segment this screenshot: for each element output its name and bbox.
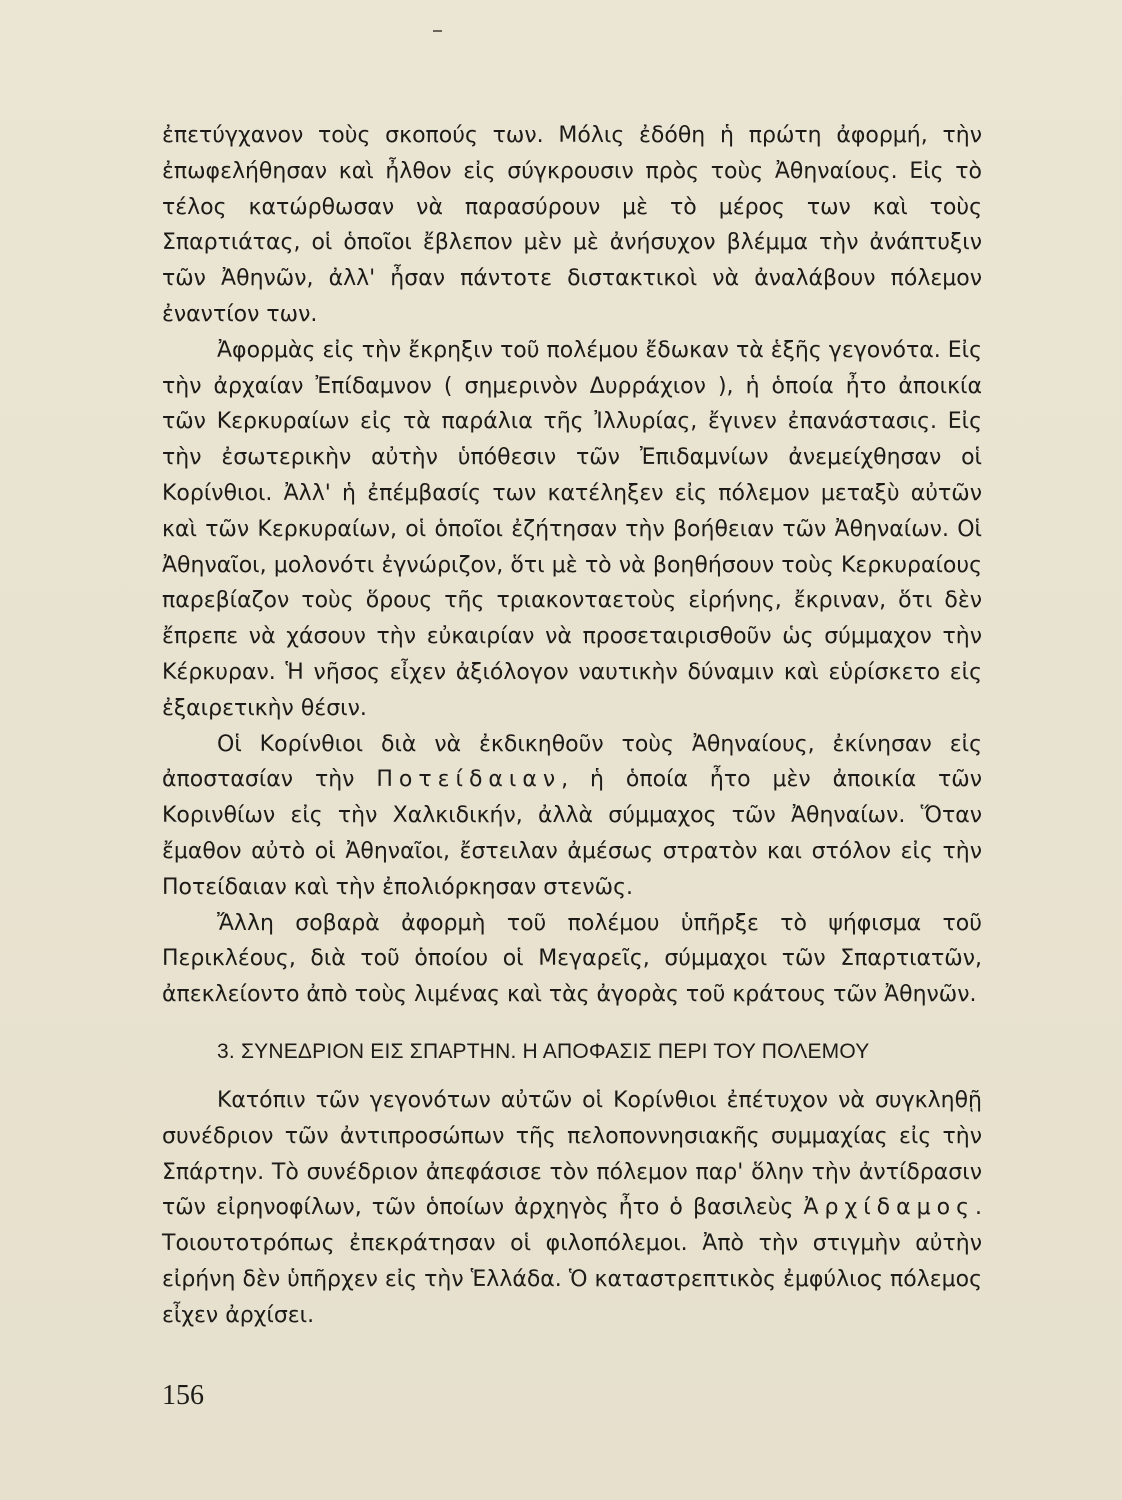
paragraph-1: ἐπετύγχανον τοὺς σκοπούς των. Μόλις ἐδόθη ἡ πρώτη ἀφορμή, τὴν ἐπωφελήθησαν καὶ ἦλθον εἰς σύγκρουσιν πρὸς τοὺς Ἀθηναίους. Εἰς τὸ τέλος κατώρθωσαν νὰ παρασύρουν μὲ τὸ μέρος των καὶ τοὺς Σπαρτιάτας, οἱ ὁποῖοι ἔβλεπον μὲν μὲ ἀνήσυχον βλέμμα τὴν ἀνάπτυξιν τῶν Ἀθηνῶν, ἀλλ' ἦσαν πάντοτε διστακτικοὶ νὰ ἀναλάβουν πόλεμον ἐναντίον των. [162,123,982,327]
print-mark [433,30,442,32]
page-body [162,118,982,1334]
paragraph-3 [162,727,982,906]
paragraph-3-end: , ἡ ὁποία ἦτο μὲν ἀποικία τῶν Κορινθίων εἰς τὴν Χαλκιδικήν, ἀλλὰ σύμμαχος τῶν Ἀθηναίων. Ὅταν ἔμαθον αὐτὸ οἱ Ἀθηναῖοι, ἔστειλαν ἀμέσως στρατὸν και στόλον εἰς τὴν Ποτείδαιαν καὶ τὴν ἐπολιόρκησαν στενῶς. [162,767,982,900]
paragraph-2: Ἀφορμὰς εἰς τὴν ἔκρηξιν τοῦ πολέμου ἔδωκαν τὰ ἑξῆς γεγονότα. Εἰς τὴν ἀρχαίαν Ἐπίδαμνον ( σημερινὸν Δυρράχιον ), ἡ ὁποία ἦτο ἀποικία τῶν Κερκυραίων εἰς τὰ παράλια τῆς Ἰλλυρίας, ἔγινεν ἐπανάστασις. Εἰς τὴν ἐσωτερικὴν αὐτὴν ὑπόθεσιν τῶν Ἐπιδαμνίων ἀνεμείχθησαν οἱ Κορίνθιοι. Ἀλλ' ἡ ἐπέμβασίς των κατέληξεν εἰς πόλεμον μεταξὺ αὐτῶν καὶ τῶν Κερκυραίων, οἱ ὁποῖοι ἐζήτησαν τὴν βοήθειαν τῶν Ἀθηναίων. Οἱ Ἀθηναῖοι, μολονότι ἐγνώριζον, ὅτι μὲ τὸ νὰ βοηθήσουν τοὺς Κερκυραίους παρεβίαζον τοὺς ὅρους τῆς τριακονταετοὺς εἰρήνης, ἔκριναν, ὅτι δὲν ἔπρεπε νὰ χάσουν τὴν εὐκαιρίαν νὰ προσεταιρισθοῦν ὡς σύμμαχον τὴν Κέρκυραν. Ἡ νῆσος εἶχεν ἀξιόλογον ναυτικὴν δύναμιν καὶ εὑρίσκετο εἰς ἐξαιρετικὴν θέσιν. [162,337,982,721]
page-number: 156 [162,1380,204,1411]
section-heading: 3. ΣΥΝΕΔΡΙΟΝ ΕΙΣ ΣΠΑΡΤΗΝ. Η ΑΠΟΦΑΣΙΣ ΠΕΡΙ ΤΟΥ ΠΟΛΕΜΟΥ [217,1039,870,1063]
paragraph-5-end: . Τοιουτοτρόπως ἐπεκράτησαν οἱ φιλοπόλεμοι. Ἀπὸ τὴν στιγμὴν αὐτὴν εἰρήνη δὲν ὑπῆρχεν εἰς τὴν Ἑλλάδα. Ὁ καταστρεπτικὸς ἐμφύλιος πόλεμος εἶχεν ἀρχίσει. [162,1195,982,1328]
emphasis-poteidaia: Ποτείδαιαν [376,767,562,793]
emphasis-archidamos: Ἀρχίδαμος [803,1195,975,1221]
paragraph-3-start: Οἱ Κορίνθιοι διὰ νὰ ἐκδικηθοῦν τοὺς Ἀθηναίους, ἐκίνησαν εἰς ἀποστασίαν τὴν [162,731,982,793]
paragraph-4: Ἄλλη σοβαρὰ ἀφορμὴ τοῦ πολέμου ὑπῆρξε τὸ ψήφισμα τοῦ Περικλέους, διὰ τοῦ ὁποίου οἱ Μεγαρεῖς, σύμμαχοι τῶν Σπαρτιατῶν, ἀπεκλείοντο ἀπὸ τοὺς λιμένας καὶ τὰς ἀγορὰς τοῦ κράτους τῶν Ἀθηνῶν. [162,910,982,1008]
paragraph-5-start: Κατόπιν τῶν γεγονότων αὐτῶν οἱ Κορίνθιοι ἐπέτυχον νὰ συγκληθῇ συνέδριον τῶν ἀντιπροσώπων τῆς πελοποννησιακῆς συμμαχίας εἰς τὴν Σπάρτην. Τὸ συνέδριον ἀπεφάσισε τὸν πόλεμον παρ' ὅλην τὴν ἀντίδρασιν τῶν εἰρηνοφίλων, τῶν ὁποίων ἀρχηγὸς ἦτο ὁ βασιλεὺς [162,1087,982,1221]
paragraph-5 [162,1083,982,1334]
